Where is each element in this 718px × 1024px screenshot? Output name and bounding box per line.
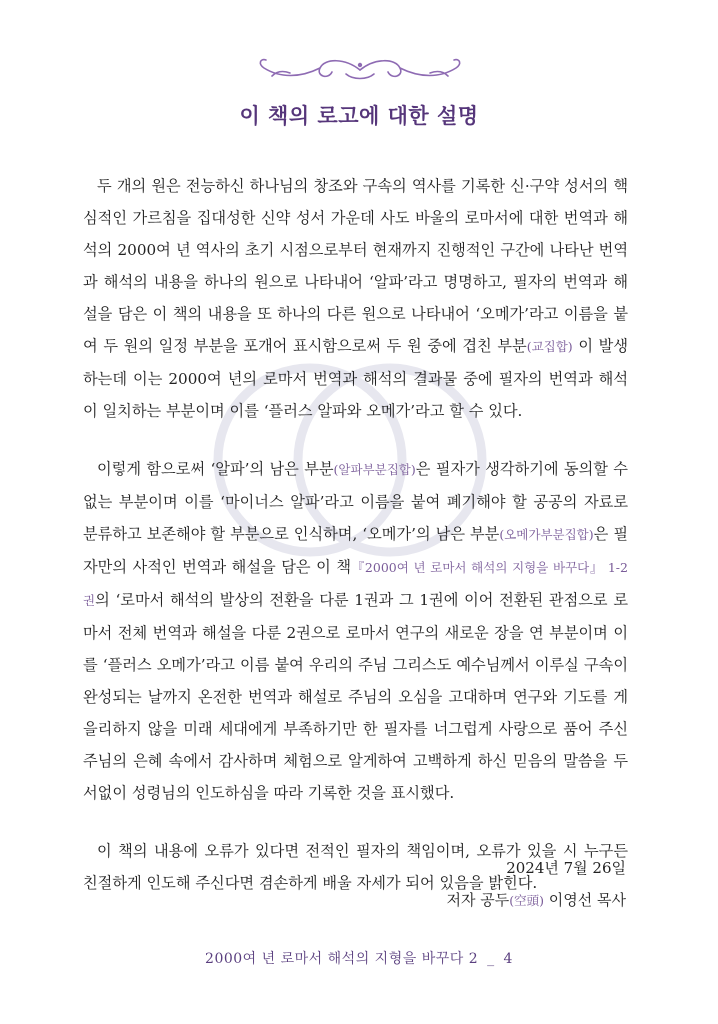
book-title-reference: 『2000여 년 로마서 해석의 지형을 바꾸다』 1-2권	[83, 560, 628, 608]
paragraph-3: 이 책의 내용에 오류가 있다면 전적인 필자의 책임이며, 오류가 있을 시 누구든 친절하게 인도해 주신다면 겸손하게 배울 자세가 되어 있음을 밝힌다.	[83, 842, 628, 892]
note-alpha-subset: (알파부분집합)	[333, 462, 416, 477]
paragraph-2	[83, 453, 628, 809]
page-title: 이 책의 로고에 대한 설명	[239, 104, 479, 128]
author-name: 이영선 목사	[548, 891, 626, 909]
footer-book-title: 2000여 년 로마서 해석의 지형을 바꾸다 2	[205, 951, 479, 967]
signoff	[447, 852, 627, 917]
paragraph-2-text-mid: 은 필자가 생각하기에 동의할 수 없는 부분이며 이를 ‘마이너스 알파’라고 이름을 붙여 폐기해야 할 공공의 자료로 분류하고 보존해야 할 부분으로 인식하며, ‘오메가’의 남은 부분	[83, 460, 628, 543]
paragraph-1	[83, 170, 628, 427]
author-note: (空頭)	[509, 893, 544, 908]
note-omega-subset: (오메가부분집합)	[499, 527, 594, 542]
note-intersection: (교집합)	[526, 339, 573, 354]
page-footer	[0, 948, 718, 968]
flourish-ornament-icon	[250, 56, 470, 84]
paragraph-2-text-end: 의 ‘로마서 해석의 발상의 전환을 다룬 1권과 그 1권에 이어 전환된 관점으로 로마서 전체 번역과 해설을 다룬 2권으로 로마서 연구의 새로운 장을 연 부분이며 이를 ‘플러스 오메가’라고 이름 붙여 우리의 주님 그리스도 예수님께서 이루실 구속이 완성되는 날까지 온전한 번역과 해설로 주님의 오심을 고대하며 연구와 기도를 게을리하지 않을 미래 세대에게 부족하기만 한 필자를 너그럽게 사랑으로 품어 주신 주님의 은혜 속에서 감사하며 체험으로 알게하여 고백하게 하신 믿음의 말씀을 두서없이 성령님의 인도하심을 따라 기록한 것을 표시했다.	[83, 591, 628, 802]
signoff-date: 2024년 7월 26일	[506, 859, 626, 877]
paragraph-1-text: 두 개의 원은 전능하신 하나님의 창조와 구속의 역사를 기록한 신·구약 성서의 핵심적인 가르침을 집대성한 신약 성서 가운데 사도 바울의 로마서에 대한 번역과 해석의 2000여 년 역사의 초기 시점으로부터 현재까지 진행적인 구간에 나타난 번역과 해석의 내용을 하나의 원으로 나타내어 ‘알파’라고 명명하고, 필자의 번역과 해설을 담은 이 책의 내용을 또 하나의 다른 원으로 나타내어 ‘오메가’라고 이름을 붙여 두 원의 일정 부분을 포개어 표시함으로써 두 원 중에 겹친 부분	[83, 177, 628, 355]
author-prefix: 저자 공두	[446, 891, 510, 909]
page-number: 4	[503, 951, 513, 967]
paragraph-1-text-end: 이 발생하는데 이는 2000여 년의 로마서 번역과 해석의 결과물 중에 필자의 번역과 해석이 일치하는 부분이며 이를 ‘플러스 알파와 오메가’라고 할 수 있다.	[83, 337, 629, 420]
document-body	[83, 170, 628, 925]
paragraph-2-text-mid2: 은 필자만의 사적인 번역과 해설을 담은 이 책	[83, 525, 628, 576]
footer-separator: _	[487, 951, 495, 967]
paragraph-2-text: 이렇게 함으로써 ‘알파’의 남은 부분	[97, 460, 334, 478]
signoff-author	[447, 884, 627, 917]
